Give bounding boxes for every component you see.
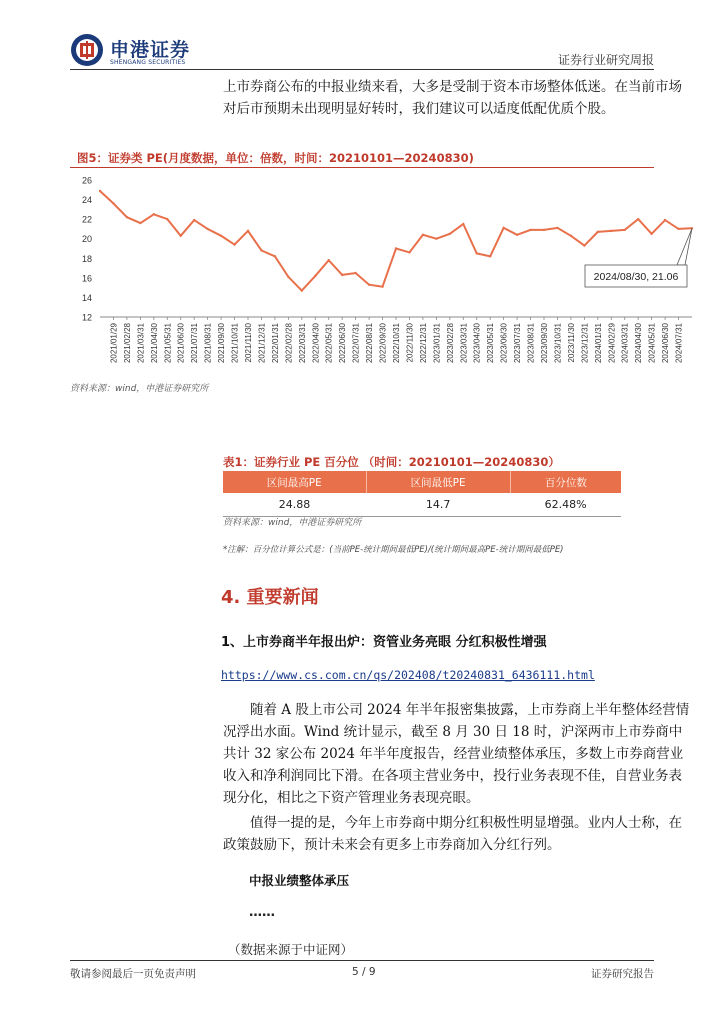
data-point <box>206 228 208 230</box>
data-point <box>368 284 370 286</box>
data-point <box>153 213 155 215</box>
x-tick-label: 2022/05/31 <box>324 323 334 364</box>
x-tick-label: 2022/01/31 <box>270 323 280 364</box>
data-point <box>543 229 545 231</box>
x-tick-label: 2021/09/30 <box>217 323 227 364</box>
table-row <box>223 493 621 517</box>
data-point <box>637 218 639 220</box>
x-tick-label: 2021/02/28 <box>122 323 132 364</box>
figure-source: 资料来源：wind，申港证券研究所 <box>70 384 209 394</box>
data-point <box>435 238 437 240</box>
data-point <box>650 233 652 235</box>
x-tick-label: 2021/12/31 <box>257 323 267 364</box>
news-headline: 1、上市券商半年报出炉：资管业务亮眼 分红积极性增强 <box>221 635 547 650</box>
x-tick-label: 2021/01/29 <box>109 323 119 364</box>
data-point <box>166 218 168 220</box>
x-tick-label: 2024/06/30 <box>661 323 671 364</box>
x-tick-label: 2023/01/31 <box>432 323 442 364</box>
data-point <box>247 230 249 232</box>
cell-percentile: 62.48% <box>510 493 621 517</box>
x-tick-label: 2023/05/31 <box>486 323 496 364</box>
table-header-min-pe: 区间最低PE <box>366 471 510 493</box>
data-point <box>462 223 464 225</box>
data-point <box>180 235 182 237</box>
x-tick-label: 2023/11/30 <box>566 323 576 363</box>
x-tick-label: 2024/01/31 <box>593 323 603 364</box>
cell-min-pe: 14.7 <box>366 493 510 517</box>
cell-max-pe: 24.88 <box>223 493 366 517</box>
company-logo <box>70 33 200 73</box>
x-tick-label: 2022/09/30 <box>378 323 388 364</box>
y-tick-label: 20 <box>81 234 92 245</box>
x-tick-label: 2023/10/31 <box>553 323 563 364</box>
logo-cn-text: 申港证券 <box>110 39 191 61</box>
x-tick-label: 2021/11/30 <box>244 323 253 363</box>
x-tick-label: 2021/04/30 <box>149 323 159 364</box>
data-point <box>556 227 558 229</box>
data-point <box>354 272 356 274</box>
x-tick-label: 2024/05/31 <box>647 323 657 364</box>
pe-percentile-table <box>223 471 621 517</box>
y-tick-label: 18 <box>81 253 92 264</box>
data-point <box>408 251 410 253</box>
data-point <box>395 247 397 249</box>
data-point <box>664 219 666 221</box>
data-point <box>99 190 101 192</box>
annotation-label: 2024/08/30, 21.06 <box>593 271 679 283</box>
data-point <box>314 275 316 277</box>
data-point <box>624 229 626 231</box>
x-tick-label: 2022/11/30 <box>405 323 415 363</box>
data-point <box>328 259 330 261</box>
table-header-percentile: 百分位数 <box>510 471 621 493</box>
data-point <box>516 234 518 236</box>
x-tick-label: 2022/12/31 <box>418 323 428 364</box>
section-heading: 4. 重要新闻 <box>221 587 319 608</box>
x-tick-label: 2023/06/30 <box>499 323 509 364</box>
data-point <box>233 243 235 245</box>
x-tick-label: 2024/03/31 <box>620 323 630 364</box>
x-tick-label: 2022/10/31 <box>392 323 401 364</box>
data-point <box>220 235 222 237</box>
table-header-row <box>223 471 621 493</box>
data-point <box>341 274 343 276</box>
x-tick-label: 2024/04/30 <box>634 323 644 364</box>
news-paragraph-2: 值得一提的是，今年上市券商中期分红积极性明显增强。业内人士称，在政策鼓励下，预计未来会有更多上市券商加入分红行列。 <box>223 815 682 853</box>
table-title: 表1：证券行业 PE 百分位 （时间：20210101—20240830） <box>223 455 560 469</box>
logo-en-text: SHENGANG SECURITIES <box>110 59 186 66</box>
y-tick-label: 24 <box>81 195 92 206</box>
x-tick-label: 2022/08/31 <box>365 323 375 364</box>
x-tick-label: 2023/03/31 <box>459 323 469 364</box>
news-link[interactable]: https://www.cs.com.cn/qs/202408/t20240831_6436111.html <box>221 668 595 682</box>
y-tick-label: 22 <box>81 214 92 225</box>
data-point <box>489 255 491 257</box>
data-point <box>677 228 679 230</box>
x-tick-label: 2022/03/31 <box>297 323 307 364</box>
news-paragraph-1: 随着 A 股上市公司 2024 年半年报密集披露，上市券商上半年整体经营情况浮出水面。Wind 统计显示，截至 8 月 30 日 18 时，沪深两市上市券商中共计 32 家公布 2024 年半年度报告，经营业绩整体承压，多数上市券商营业收入和净利润同比下滑。在各项主营业务中，投行业务表现不佳，自营业务表现分化，相比之下资产管理业务表现亮眼。 <box>223 702 690 806</box>
annotation-pointer <box>677 228 692 265</box>
x-tick-label: 2022/07/31 <box>351 323 361 364</box>
report-type: 证券行业研究周报 <box>557 53 654 67</box>
x-tick-label: 2021/03/31 <box>136 323 146 364</box>
data-point <box>610 230 612 232</box>
x-tick-label: 2022/06/30 <box>338 323 348 364</box>
x-tick-label: 2023/04/30 <box>472 323 482 364</box>
data-point <box>422 234 424 236</box>
x-tick-label: 2022/04/30 <box>311 323 321 364</box>
data-point <box>112 202 114 204</box>
data-point <box>287 276 289 278</box>
data-point <box>260 249 262 251</box>
y-tick-label: 12 <box>81 312 92 323</box>
y-tick-label: 26 <box>81 175 92 186</box>
x-tick-label: 2023/12/31 <box>580 323 590 364</box>
x-tick-label: 2021/10/31 <box>230 323 240 364</box>
table-header-max-pe: 区间最高PE <box>223 471 366 493</box>
x-tick-label: 2024/07/31 <box>674 323 684 364</box>
table-note: *注解：百分位计算公式是：(当前PE-统计期间最低PE)/(统计期间最高PE-统计期间最低PE) <box>223 545 564 555</box>
x-tick-label: 2023/09/30 <box>540 323 549 364</box>
ellipsis: …… <box>249 905 275 920</box>
figure-title: 图5：证券类 PE(月度数据，单位：倍数，时间：20210101—20240830) <box>77 151 474 165</box>
table-source: 资料来源：wind，申港证券研究所 <box>223 518 362 528</box>
data-point <box>570 235 572 237</box>
data-point <box>126 216 128 218</box>
logo-emblem-icon <box>70 33 104 67</box>
y-tick-label: 14 <box>81 292 92 303</box>
data-point <box>597 231 599 233</box>
x-tick-label: 2021/08/31 <box>203 323 213 364</box>
figure-title-rule <box>70 167 654 168</box>
data-point <box>139 222 141 224</box>
news-subheading: 中报业绩整体承压 <box>249 873 350 888</box>
data-point <box>529 229 531 231</box>
x-tick-label: 2021/05/31 <box>163 323 173 364</box>
footer-disclaimer: 敬请参阅最后一页免责声明 <box>70 968 196 980</box>
pe-line-chart <box>70 170 700 380</box>
x-tick-label: 2021/07/31 <box>190 323 200 364</box>
header-divider <box>70 69 654 70</box>
data-point <box>193 219 195 221</box>
data-point <box>274 255 276 257</box>
x-tick-label: 2022/02/28 <box>284 323 294 364</box>
data-point <box>583 244 585 246</box>
x-tick-label: 2023/02/28 <box>445 323 455 364</box>
x-tick-label: 2021/06/30 <box>176 323 186 364</box>
x-tick-label: 2024/02/29 <box>607 323 617 364</box>
data-point <box>449 233 451 235</box>
y-tick-label: 16 <box>81 273 92 284</box>
data-source-note: （数据来源于中证网） <box>228 942 354 957</box>
intro-paragraph: 上市券商公布的中报业绩来看，大多是受制于资本市场整体低迷。在当前市场对后市预期未出现明显好转时，我们建议可以适度低配优质个股。 <box>223 79 682 117</box>
footer-report-label: 证券研究报告 <box>591 968 654 980</box>
footer-divider <box>70 960 654 961</box>
x-tick-label: 2023/07/31 <box>513 323 523 364</box>
data-point <box>301 289 303 291</box>
x-tick-label: 2023/08/31 <box>526 323 536 364</box>
data-point <box>476 252 478 254</box>
data-point <box>381 285 383 287</box>
data-point <box>502 227 504 229</box>
page-number: 5 / 9 <box>352 966 376 978</box>
